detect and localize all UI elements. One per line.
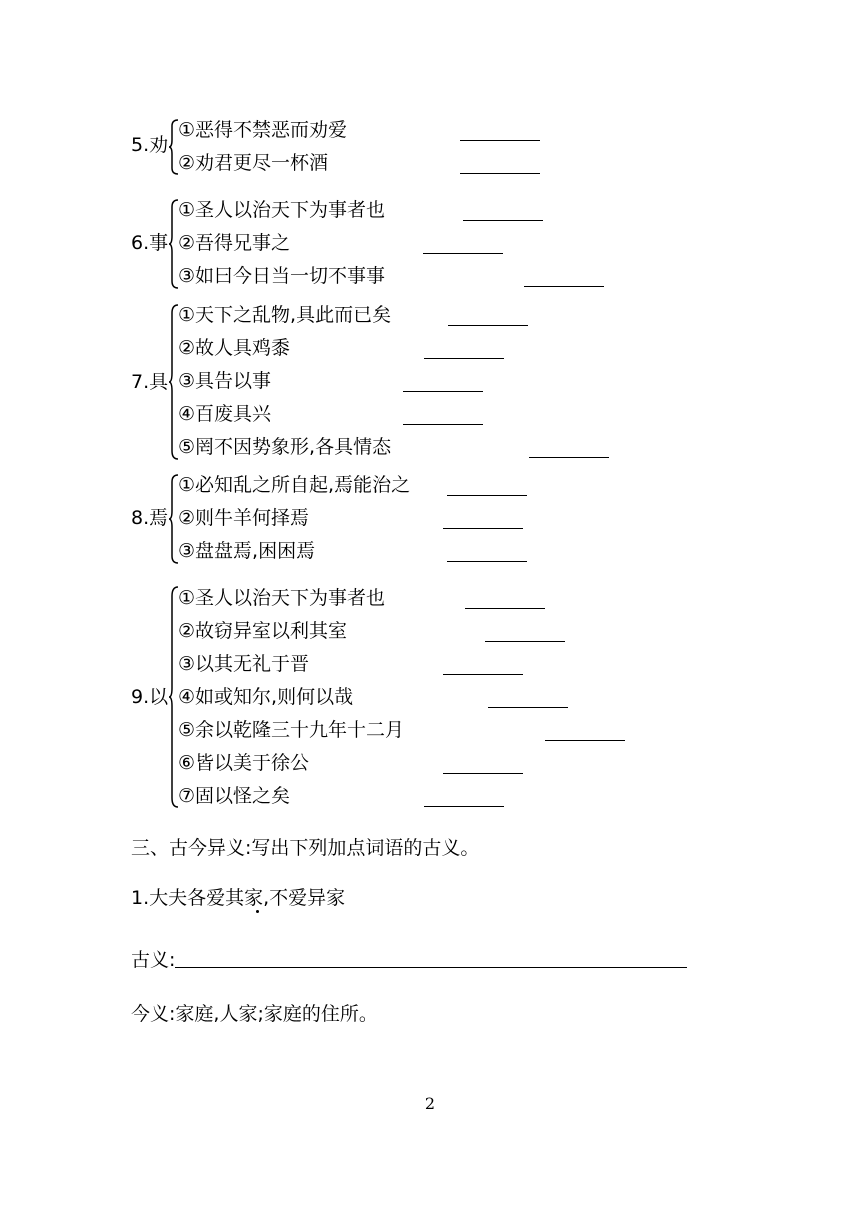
answer-blank[interactable] [443, 674, 523, 675]
answer-blank[interactable] [403, 424, 483, 425]
list-item: ①圣人以治天下为事者也 [178, 199, 386, 221]
question-text: 1.大夫各爱其家,不爱异家 [131, 887, 346, 909]
list-item: ②则牛羊何择焉 [178, 507, 310, 529]
list-item: ④百废具兴 [178, 403, 272, 425]
answer-blank[interactable] [465, 608, 545, 609]
answer-blank[interactable] [545, 740, 625, 741]
answer-blank[interactable] [443, 773, 523, 774]
list-item: ⑤罔不因势象形,各具情态 [178, 436, 392, 458]
answer-blank[interactable] [460, 140, 540, 141]
answer-blank[interactable] [448, 325, 528, 326]
group-head: 5.劝 [131, 134, 169, 156]
list-item: ①圣人以治天下为事者也 [178, 587, 386, 609]
answer-blank[interactable] [529, 457, 609, 458]
answer-blank[interactable] [488, 707, 568, 708]
list-item: ③如曰今日当一切不事事 [178, 265, 386, 287]
list-item: ②故人具鸡黍 [178, 337, 291, 359]
list-item: ④如或知尔,则何以哉 [178, 686, 354, 708]
answer-blank[interactable] [403, 391, 483, 392]
emphasis-dot-icon [256, 910, 259, 913]
list-item: ⑥皆以美于徐公 [178, 752, 310, 774]
answer-blank[interactable] [424, 358, 504, 359]
list-item: ⑤余以乾隆三十九年十二月 [178, 719, 405, 741]
list-item: ③以其无礼于晋 [178, 653, 310, 675]
group-head: 7.具 [131, 371, 169, 393]
answer-blank[interactable] [447, 495, 527, 496]
section-heading: 三、古今异义:写出下列加点词语的古义。 [131, 837, 480, 859]
list-item: ③具告以事 [178, 370, 272, 392]
group-head: 9.以 [131, 686, 169, 708]
list-item: ②故窃异室以利其室 [178, 620, 348, 642]
answer-blank[interactable] [463, 220, 543, 221]
list-item: ①恶得不禁恶而劝爱 [178, 119, 348, 141]
list-item: ②劝君更尽一杯酒 [178, 152, 329, 174]
answer-blank[interactable] [423, 253, 503, 254]
list-item: ①必知乱之所自起,焉能治之 [178, 474, 411, 496]
answer-blank[interactable] [424, 806, 504, 807]
group-head: 6.事 [131, 232, 169, 254]
modern-meaning: 今义:家庭,人家;家庭的住所。 [131, 1003, 378, 1025]
answer-blank[interactable] [447, 561, 527, 562]
list-item: ①天下之乱物,具此而已矣 [178, 304, 392, 326]
ancient-meaning-label: 古义: [131, 949, 176, 971]
answer-blank[interactable] [460, 173, 540, 174]
answer-blank[interactable] [524, 286, 604, 287]
list-item: ②吾得兄事之 [178, 232, 291, 254]
list-item: ⑦固以怪之矣 [178, 785, 291, 807]
ancient-meaning-blank[interactable] [175, 967, 687, 968]
list-item: ③盘盘焉,困困焉 [178, 540, 316, 562]
answer-blank[interactable] [443, 528, 523, 529]
answer-blank[interactable] [485, 641, 565, 642]
group-head: 8.焉 [131, 507, 169, 529]
page-number: 2 [424, 1094, 436, 1113]
